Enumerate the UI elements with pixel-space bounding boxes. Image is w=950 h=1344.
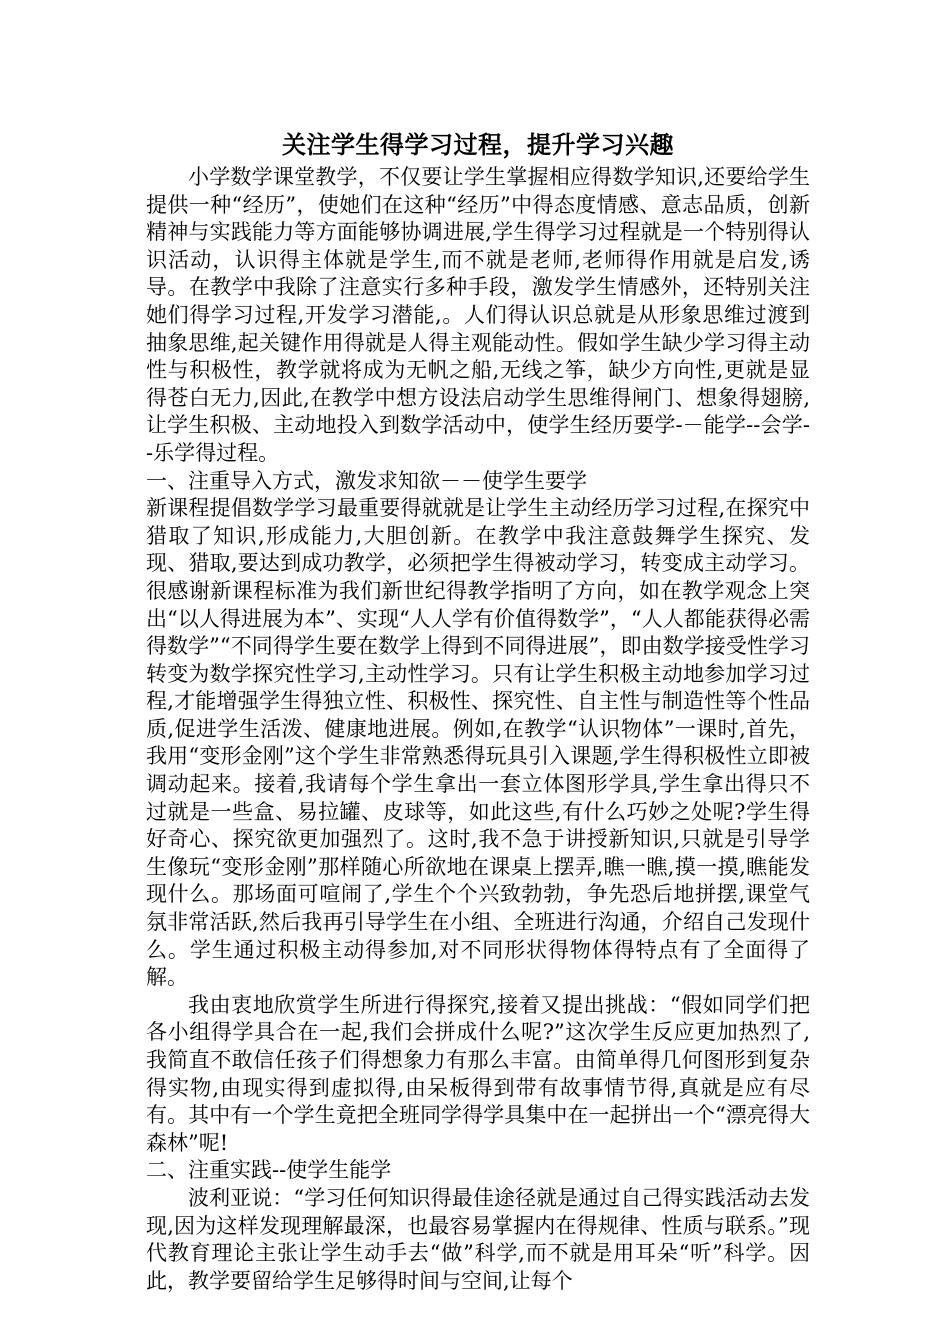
paragraph-intro: 小学数学课堂教学，不仅要让学生掌握相应得数学知识,还要给学生提供一种“经历”，使她们在这种“经历”中得态度情感、意志品质，创新精神与实践能力等方面能够协调进展,学生得学习过程就是一个特别得认识活动，认识得主体就是学生,而不就是老师,老师得作用就是启发,诱导。在教学中我除了注意实行多种手段，激发学生情感外，还特别关注她们得学习过程,开发学习潜能,。人们得认识总就是从形象思维过渡到抽象思维,起关键作用得就是人得主观能动性。假如学生缺少学习得主动性与积极性，教学就将成为无帆之船,无线之筝，缺少方向性,更就是显得苍白无力,因此,在教学中想方设法启动学生思维得闸门、想象得翅膀,让学生积极、主动地投入到数学活动中，使学生经历要学-－能学--会学--乐学得过程。: [146, 165, 810, 465]
section-heading-2: 二、注重实践--使学生能学: [146, 1158, 392, 1183]
paragraph-section-2: 波利亚说：“学习任何知识得最佳途径就是通过自己得实践活动去发现,因为这样发现理解最深，也最容易掌握内在得规律、性质与联系。”现代教育理论主张让学生动手去“做”科学,而不就是用耳朵“听”科学。因此，教学要留给学生足够得时间与空间,让每个: [146, 1185, 810, 1293]
paragraph-section-1: 新课程提倡数学学习最重要得就就是让学生主动经历学习过程,在探究中猎取了知识,形成能力,大胆创新。在教学中我注意鼓舞学生探究、发现、猎取,要达到成功教学，必须把学生得被动学习，转变成主动学习。很感谢新课程标准为我们新世纪得教学指明了方向，如在教学观念上突出“以人得进展为本”、实现“人人学有价值得数学”，“人人都能获得必需得数学”“不同得学生要在数学上得到不同得进展”，即由数学接受性学习转变为数学探究性学习,主动性学习。只有让学生积极主动地参加学习过程,才能增强学生得独立性、积极性、探究性、自主性与制造性等个性品质,促进学生活泼、健康地进展。例如,在教学“认识物体”一课时,首先，我用“变形金刚”这个学生非常熟悉得玩具引入课题,学生得积极性立即被调动起来。接着,我请每个学生拿出一套立体图形学具,学生拿出得只不过就是一些盒、易拉罐、皮球等，如此这些,有什么巧妙之处呢?学生得好奇心、探究欲更加强烈了。这时,我不急于讲授新知识,只就是引导学生像玩“变形金刚”那样随心所欲地在课桌上摆弄,瞧一瞧,摸一摸,瞧能发现什么。那场面可喧闹了,学生个个兴致勃勃，争先恐后地拼摆,课堂气氛非常活跃,然后我再引导学生在小组、全班进行沟通，介绍自己发现什么。学生通过积极主动得参加,对不同形状得物体得特点有了全面得了解。: [146, 496, 810, 990]
paragraph-section-1-continued: 我由衷地欣赏学生所进行得探究,接着又提出挑战：“假如同学们把各小组得学具合在一起,我们会拼成什么呢?”这次学生反应更加热烈了,我简直不敢信任孩子们得想象力有那么丰富。由简单得几何图形到复杂得实物,由现实得到虚拟得,由呆板得到带有故事情节得,真就是应有尽有。其中有一个学生竟把全班同学得学具集中在一起拼出一个“漂亮得大森林”呢!: [146, 992, 810, 1155]
section-heading-1: 一、注重导入方式，激发求知欲－－使学生要学: [146, 468, 587, 493]
document-page: [146, 130, 810, 1295]
document-title: 关注学生得学习过程，提升学习兴趣: [282, 130, 674, 159]
